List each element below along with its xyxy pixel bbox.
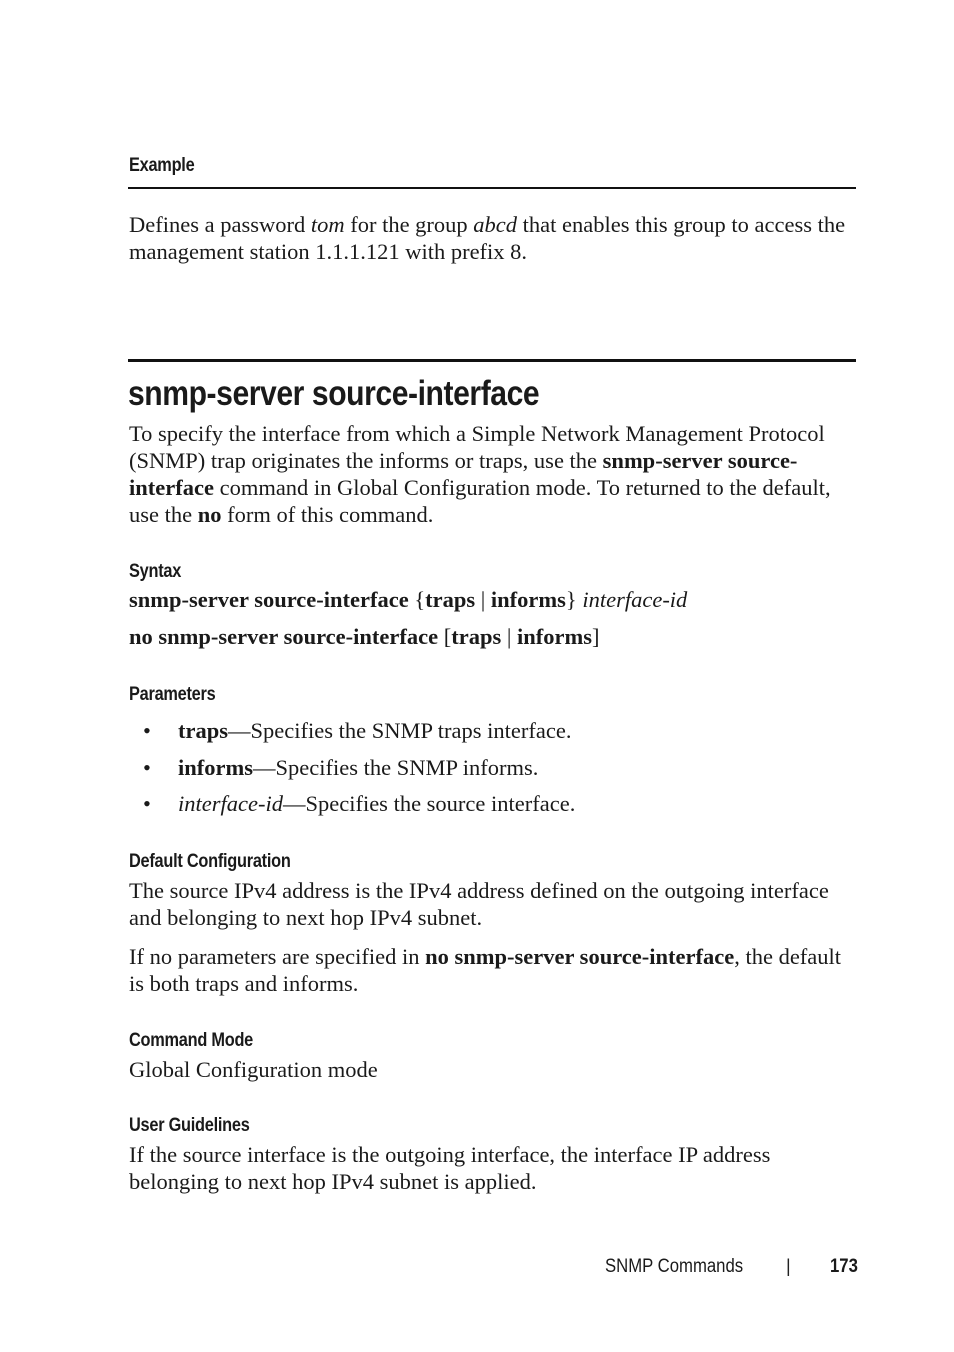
parameter-text	[178, 718, 571, 744]
page-number: 173	[830, 1256, 858, 1277]
syntax-heading: Syntax	[129, 561, 182, 582]
parameter-desc: —Specifies the SNMP informs.	[253, 755, 539, 780]
parameter-term: interface-id	[178, 791, 283, 816]
page-title: snmp-server source-interface	[128, 374, 540, 413]
parameter-text	[178, 791, 575, 817]
syntax-1-traps: traps	[425, 587, 476, 612]
user-guidelines-heading: User Guidelines	[129, 1115, 250, 1136]
example-paragraph	[129, 211, 857, 265]
bullet-icon: •	[143, 791, 151, 816]
syntax-2-open: [	[438, 624, 452, 649]
syntax-1-command: snmp-server source-interface	[129, 587, 409, 612]
default-config-paragraph-2	[129, 943, 857, 997]
intro-text-3: form of this command.	[221, 502, 434, 527]
parameters-heading: Parameters	[129, 684, 216, 705]
bullet-icon: •	[143, 718, 151, 743]
parameter-desc: —Specifies the source interface.	[282, 791, 576, 816]
syntax-2-traps: traps	[451, 624, 502, 649]
bullet-icon: •	[143, 755, 151, 780]
footer-separator: |	[786, 1256, 791, 1276]
syntax-1-informs: informs	[490, 587, 566, 612]
syntax-2-command: no snmp-server source-interface	[129, 624, 439, 649]
example-text-2: for the group	[344, 212, 474, 237]
syntax-1-separator: |	[475, 587, 491, 612]
example-text-1: Defines a password	[129, 212, 311, 237]
command-mode-heading: Command Mode	[129, 1030, 254, 1051]
intro-text-2: command in Global Configuration mode. To returned to the default, use the	[129, 475, 831, 527]
intro-command: snmp-server source-interface	[129, 448, 798, 500]
default-text-2: , the default is both traps and informs.	[129, 944, 842, 996]
example-text-3: that enables this group to access the management station 1.1.1.121 with prefix 8.	[129, 212, 846, 264]
example-group: abcd	[473, 212, 518, 237]
syntax-1-argument: interface-id	[582, 587, 688, 612]
syntax-line-1	[129, 587, 687, 613]
parameter-term: traps	[178, 718, 228, 743]
syntax-2-separator: |	[501, 624, 517, 649]
parameter-term: informs	[178, 755, 253, 780]
syntax-2-close: ]	[591, 624, 600, 649]
command-mode-text: Global Configuration mode	[129, 1057, 378, 1082]
syntax-line-2	[129, 624, 599, 650]
section-rule	[128, 359, 856, 362]
default-config-heading: Default Configuration	[129, 851, 291, 872]
syntax-1-open: {	[408, 587, 426, 612]
parameter-desc: —Specifies the SNMP traps interface.	[228, 718, 572, 743]
example-rule	[128, 187, 856, 189]
default-text-1: If no parameters are specified in	[129, 944, 426, 969]
section-intro	[129, 420, 857, 528]
intro-text-1: To specify the interface from which a Simple Network Management Protocol (SNMP) trap originates the informs or traps, use the	[129, 421, 825, 473]
syntax-2-informs: informs	[516, 624, 592, 649]
footer-chapter: SNMP Commands	[605, 1256, 744, 1277]
example-password: tom	[310, 212, 345, 237]
parameter-text	[178, 755, 538, 781]
intro-no: no	[197, 502, 222, 527]
user-guidelines-text: If the source interface is the outgoing interface, the interface IP address belonging to next hop IPv4 subnet is applied.	[129, 1142, 771, 1194]
default-command: no snmp-server source-interface	[425, 944, 735, 969]
syntax-1-close: }	[565, 587, 583, 612]
example-heading: Example	[129, 155, 195, 176]
default-config-paragraph-1: The source IPv4 address is the IPv4 address defined on the outgoing interface and belonging to next hop IPv4 subnet.	[129, 878, 829, 930]
